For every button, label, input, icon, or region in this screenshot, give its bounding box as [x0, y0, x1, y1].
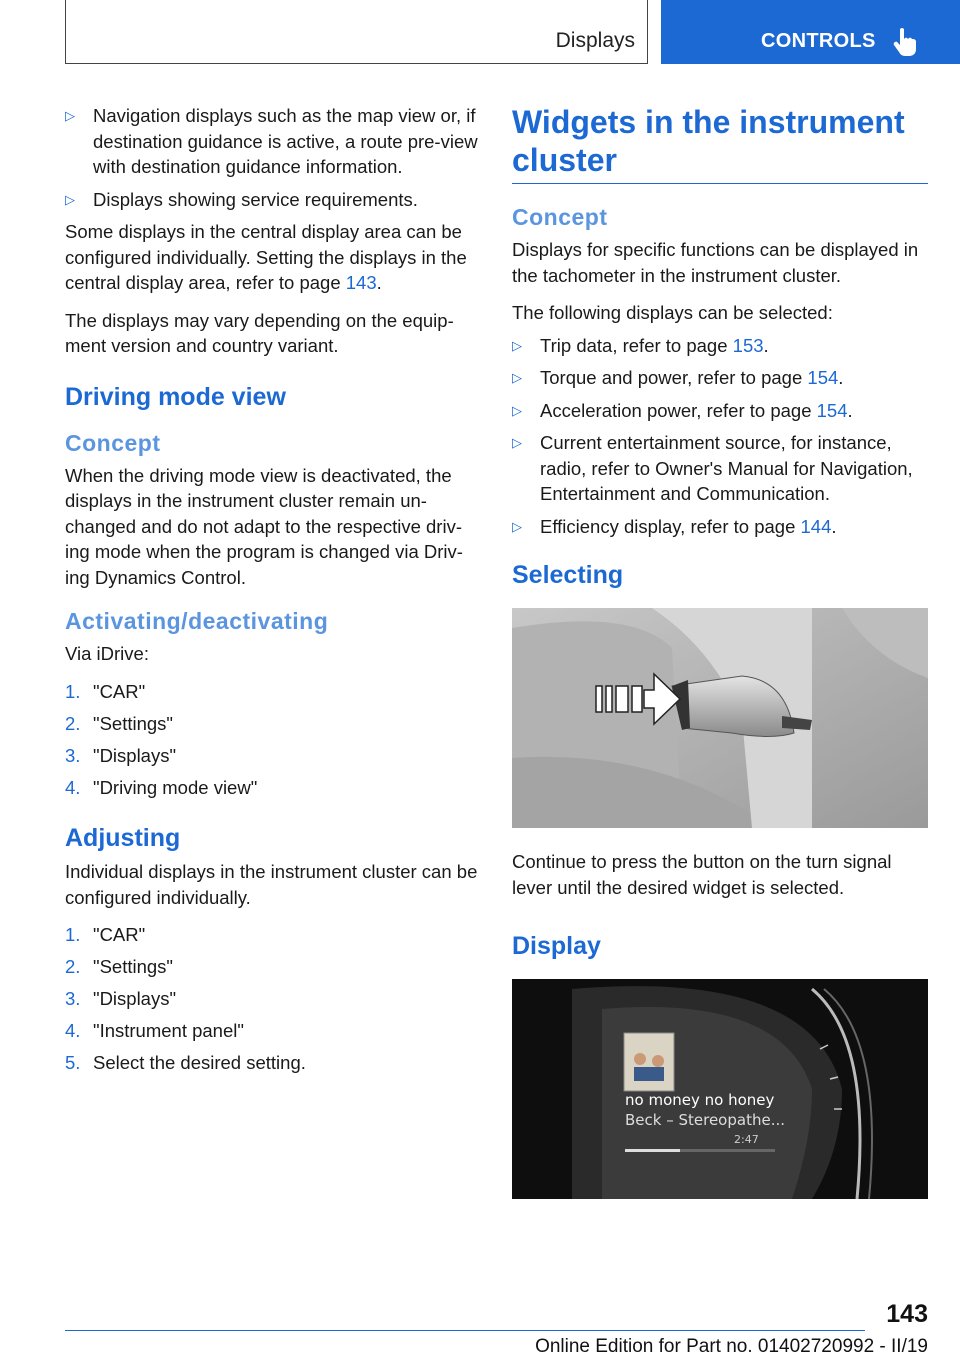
left-column [65, 103, 485, 1082]
paragraph: Continue to press the button on the turn signal lever until the desired widget is selected. [512, 851, 892, 898]
triangle-bullet-icon: ▷ [512, 370, 522, 385]
header-frame [65, 0, 648, 64]
paragraph: Displays for specific functions can be displayed in the tachometer in the instrument cluster. [512, 239, 919, 286]
steps-list [65, 679, 485, 801]
footer-rule [65, 1330, 865, 1331]
list-item: ▷ Torque and power, refer to page 154. [512, 365, 928, 391]
triangle-bullet-icon: ▷ [512, 435, 522, 450]
heading-display: Display [512, 932, 601, 960]
triangle-bullet-icon: ▷ [512, 337, 522, 353]
page-link[interactable]: 153 [732, 334, 764, 356]
controls-tab-label: CONTROLS [761, 30, 876, 52]
step-item: 1. "CAR" [65, 924, 146, 945]
triangle-bullet-icon: ▷ [512, 518, 522, 534]
heading-rule [512, 183, 928, 184]
heading-activating: Activating/deactivating [65, 608, 329, 634]
step-item: 5. Select the desired setting. [65, 1052, 306, 1073]
paragraph: Via iDrive: [65, 643, 149, 664]
list-item: ▷ Trip data, refer to page 153. [512, 333, 928, 359]
section-title: Displays [555, 29, 635, 52]
heading-concept: Concept [512, 204, 608, 230]
paragraph: The following displays can be selected: [512, 302, 833, 323]
progress-bar-fill [625, 1149, 680, 1152]
list-item: ▷ Efficiency display, refer to page 144. [512, 514, 928, 540]
heading-driving-mode-view: Driving mode view [65, 382, 286, 411]
heading-widgets: Widgets in the instrument cluster [512, 104, 905, 178]
turn-signal-lever-image [512, 608, 928, 828]
page-link[interactable]: 154 [807, 367, 839, 388]
instrument-cluster-display-image [512, 979, 928, 1199]
paragraph: The displays may vary depending on the equip‐ment version and country variant. [65, 309, 454, 356]
song-title: no money no honey [625, 1091, 775, 1109]
paragraph: When the driving mode view is deactivated, the displays in the instrument cluster remain un‐changed and do not adapt to the respective driv‐ing mode when the program is changed via Driv‐ing Dynamics Control. [65, 464, 463, 588]
page-link[interactable]: 143 [345, 272, 377, 293]
list-item: ▷ Current entertainment source, for instance, radio, refer to Owner's Manual for Navigation, Entertainment and Communication. [512, 430, 928, 507]
step-item: 2. "Settings" [65, 956, 173, 977]
paragraph: Individual displays in the instrument cluster can be configured individually. [65, 861, 478, 908]
paragraph: Some displays in the central display area can be configured individually. Setting the displays in the central display area, refer to page 143. [65, 221, 467, 293]
artist-name: Beck – Stereopathe... [625, 1111, 785, 1129]
step-item: 4. "Instrument panel" [65, 1020, 244, 1041]
edition-note: Online Edition for Part no. 01402720992 - II/19 [535, 1336, 928, 1357]
list-item: ▷ Displays showing service requirements. [65, 187, 485, 213]
step-item: 3. "Displays" [65, 744, 177, 766]
page-number: 143 [886, 1300, 928, 1328]
page-link[interactable]: 144 [800, 515, 832, 537]
step-item: 3. "Displays" [65, 988, 177, 1009]
step-item: 1. "CAR" [65, 680, 146, 702]
steps-list [65, 922, 485, 1076]
heading-adjusting: Adjusting [65, 824, 181, 852]
right-column [512, 103, 928, 1220]
page-link[interactable]: 154 [816, 399, 848, 421]
track-time: 2:47 [734, 1133, 759, 1146]
step-item: 2. "Settings" [65, 712, 173, 734]
list-item: ▷ Navigation displays such as the map view or, if destination guidance is active, a route pre‐view with destination guidance information. [65, 103, 485, 180]
list-item: ▷ Acceleration power, refer to page 154. [512, 398, 928, 424]
step-item: 4. "Driving mode view" [65, 776, 258, 798]
triangle-bullet-icon: ▷ [512, 402, 522, 418]
triangle-bullet-icon: ▷ [65, 108, 75, 123]
heading-selecting: Selecting [512, 561, 624, 589]
hand-pointer-icon [893, 27, 919, 57]
heading-concept: Concept [65, 429, 161, 456]
triangle-bullet-icon: ▷ [65, 191, 75, 207]
